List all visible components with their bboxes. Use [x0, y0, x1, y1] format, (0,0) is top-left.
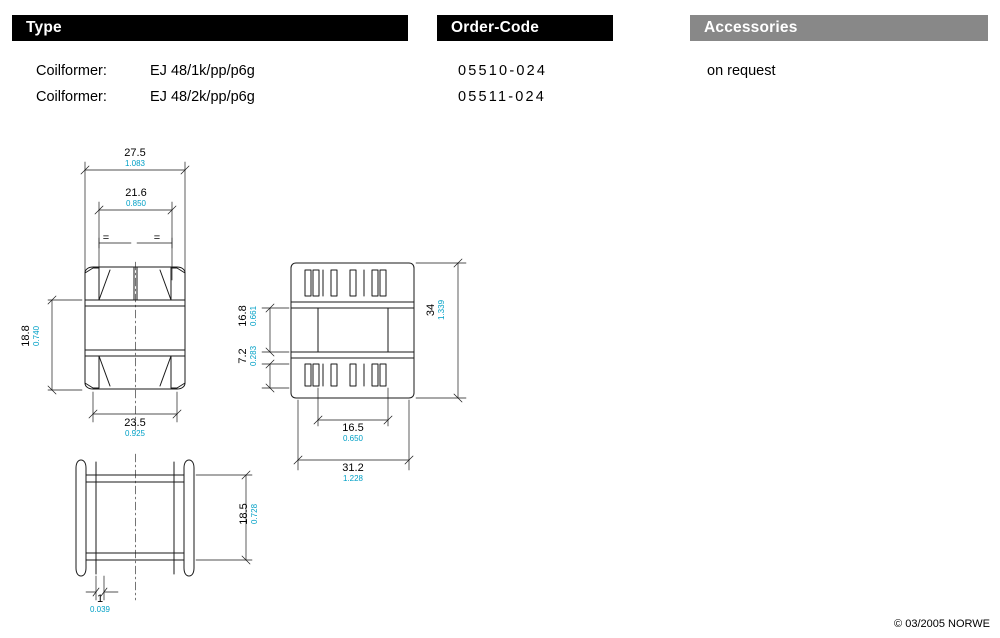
row-label-2: Coilformer: — [36, 89, 107, 105]
dim-top-window-height: 16.8 0.661 — [237, 305, 258, 327]
dim-front-width-base: 23.5 0.925 — [124, 417, 146, 438]
dim-top-inner-width: 16.5 0.650 — [342, 422, 364, 443]
dim-front-width-inner: 21.6 0.850 — [125, 187, 147, 208]
row-label-1: Coilformer: — [36, 63, 107, 79]
dim-top-flange-height: 7.2 0.283 — [237, 345, 258, 366]
row-type-value-1: EJ 48/1k/pp/p6g — [150, 63, 255, 79]
row-type-value-2: EJ 48/2k/pp/p6g — [150, 89, 255, 105]
equal-symbol-left: = — [102, 232, 110, 244]
equal-symbol-right: = — [153, 232, 161, 244]
header-bar-accessories — [690, 15, 988, 41]
header-label-type: Type — [26, 19, 62, 36]
row-order-code-2: 05511-024 — [458, 89, 547, 105]
dim-front-width-outer: 27.5 1.083 — [124, 147, 146, 168]
accessories-value: on request — [707, 63, 776, 79]
dim-top-total-height: 34 1.339 — [425, 299, 446, 320]
row-order-code-1: 05510-024 — [458, 63, 548, 79]
technical-drawing — [0, 130, 1000, 625]
header-label-accessories: Accessories — [704, 19, 798, 36]
footer-copyright: © 03/2005 NORWE — [894, 618, 990, 630]
dim-side-height: 18.5 0.728 — [238, 503, 259, 525]
header-bar-order-code — [437, 15, 613, 41]
dim-front-height: 18.8 0.740 — [20, 325, 41, 347]
header-bar-type — [12, 15, 408, 41]
dim-top-total-width: 31.2 1.228 — [342, 462, 364, 483]
dim-side-thickness: 1 0.039 — [89, 593, 111, 614]
header-label-order-code: Order-Code — [451, 19, 540, 36]
